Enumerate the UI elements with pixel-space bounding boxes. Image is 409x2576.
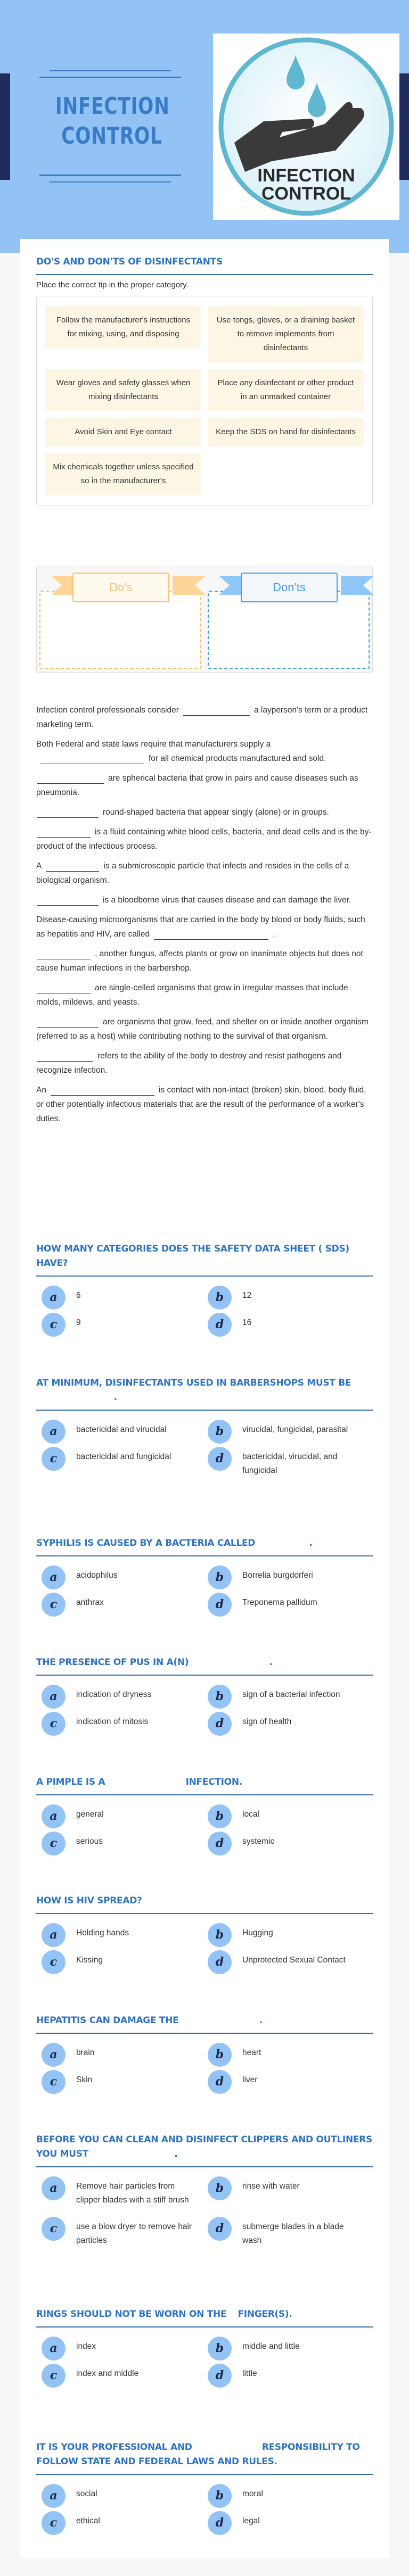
question-6 xyxy=(36,1894,373,1974)
question-heading xyxy=(36,2307,373,2322)
heading-divider xyxy=(36,1410,373,1411)
option-letter-badge[interactable]: c xyxy=(42,1832,66,1856)
fill-in-sentence xyxy=(36,703,373,732)
option-b[interactable] xyxy=(208,1804,378,1828)
option-text: Holding hands xyxy=(76,1928,129,1937)
question-text: . xyxy=(269,1657,273,1668)
question-1 xyxy=(36,1242,373,1337)
ribbon-tail-icon xyxy=(341,576,374,595)
option-text: bactericidal and virucidal xyxy=(76,1425,167,1434)
section-heading: DO'S AND DON'TS OF DISINFECTANTS xyxy=(36,256,223,267)
question-heading xyxy=(36,2440,373,2469)
option-letter-badge[interactable]: d xyxy=(208,1447,232,1471)
option-b[interactable] xyxy=(208,2484,378,2508)
option-text: serious xyxy=(76,1837,103,1846)
sentence-text: Disease-causing microorganisms that are carried in the body by blood or body fluids, such as hepatitis and HIV, are called xyxy=(36,915,365,939)
option-c[interactable] xyxy=(42,2070,208,2094)
question-4 xyxy=(36,1655,373,1736)
answer-options xyxy=(36,1923,373,1974)
option-text: rinse with water xyxy=(242,2182,300,2191)
option-letter-badge[interactable]: a xyxy=(42,2176,66,2200)
answer-blank[interactable] xyxy=(37,827,91,838)
option-letter-badge[interactable]: a xyxy=(42,2484,66,2508)
tip-card[interactable]: Follow the manufacturer's instructions for mixing, using, and disposing xyxy=(45,306,201,349)
option-text: bactericidal, virucidal, and fungicidal xyxy=(242,1452,338,1475)
option-a[interactable] xyxy=(42,2176,208,2214)
option-text: little xyxy=(242,2369,257,2378)
answer-blank[interactable] xyxy=(40,753,144,764)
option-text: heart xyxy=(242,2048,261,2057)
category-dropzones xyxy=(36,566,373,673)
option-letter-badge[interactable]: c xyxy=(42,1313,66,1337)
option-text: indication of mitosis xyxy=(76,1717,149,1726)
fill-in-sentence xyxy=(36,737,373,766)
question-7 xyxy=(36,2014,373,2094)
question-text: RESPONSIBILITY TO FOLLOW STATE AND FEDERAL LAWS AND RULES. xyxy=(36,2442,360,2467)
option-b[interactable] xyxy=(208,2043,378,2067)
question-text: SYPHILIS IS CAUSED BY A BACTERIA CALLED xyxy=(36,1538,256,1548)
option-d[interactable] xyxy=(208,1447,378,1484)
question-2 xyxy=(36,1376,373,1484)
sentence-text: . xyxy=(273,930,275,939)
answer-blank[interactable] xyxy=(37,1017,99,1028)
option-text: general xyxy=(76,1810,104,1819)
heading-divider xyxy=(36,2033,373,2034)
infection-control-logo xyxy=(213,34,399,220)
tip-card[interactable]: Avoid Skin and Eye contact xyxy=(45,418,201,446)
option-letter-badge[interactable]: d xyxy=(208,1832,232,1856)
heading-divider xyxy=(36,1794,373,1795)
option-d[interactable] xyxy=(208,2070,378,2094)
option-letter-badge[interactable]: b xyxy=(208,1286,232,1310)
tips-bank xyxy=(36,296,373,506)
option-d[interactable] xyxy=(208,2511,378,2535)
option-letter-badge[interactable]: c xyxy=(42,2217,66,2241)
option-letter-badge[interactable]: b xyxy=(208,2176,232,2200)
option-letter-badge[interactable]: c xyxy=(42,1447,66,1471)
option-c[interactable] xyxy=(42,1447,208,1484)
question-text: RINGS SHOULD NOT BE WORN ON THE xyxy=(36,2309,227,2320)
option-letter-badge[interactable]: b xyxy=(208,2337,232,2360)
question-10 xyxy=(36,2440,373,2535)
option-d[interactable] xyxy=(208,1593,378,1617)
option-a[interactable] xyxy=(42,1566,208,1589)
answer-options xyxy=(36,1685,373,1736)
title-rule xyxy=(50,181,171,183)
fill-in-sentence xyxy=(36,1049,373,1078)
answer-blank[interactable] xyxy=(46,861,99,872)
question-text: HEPATITIS CAN DAMAGE THE xyxy=(36,2015,179,2026)
title-block xyxy=(39,68,184,184)
question-heading xyxy=(36,1655,373,1670)
answer-blank[interactable] xyxy=(183,705,250,716)
option-letter-badge[interactable]: a xyxy=(42,2337,66,2360)
option-letter-badge[interactable]: d xyxy=(208,1593,232,1617)
option-text: moral xyxy=(242,2489,263,2498)
option-letter-badge[interactable]: a xyxy=(42,1566,66,1589)
option-text: index and middle xyxy=(76,2369,139,2378)
fill-in-sentence xyxy=(36,1083,373,1126)
option-b[interactable] xyxy=(208,1420,378,1444)
heading-divider xyxy=(36,1913,373,1914)
option-text: virucidal, fungicidal, parasital xyxy=(242,1425,348,1434)
question-heading xyxy=(36,2133,373,2161)
option-c[interactable] xyxy=(42,2217,208,2254)
option-letter-badge[interactable]: d xyxy=(208,2070,232,2094)
header-banner xyxy=(0,0,409,253)
sort-activity xyxy=(36,255,373,506)
logo-text: INFECTION xyxy=(257,165,355,186)
sentence-text: are spherical bacteria that grow in pairs and cause diseases such as pneumonia. xyxy=(36,774,358,797)
sentence-text: , another fungus, affects plants or grow on inanimate objects but does not cause human infections in the barbershop. xyxy=(36,949,363,973)
option-text: legal xyxy=(242,2516,260,2525)
option-text: 6 xyxy=(76,1291,81,1300)
option-b[interactable] xyxy=(208,1566,378,1589)
option-text: use a blow dryer to remove hair particles xyxy=(76,2222,192,2245)
option-letter-badge[interactable]: b xyxy=(208,1685,232,1709)
question-8 xyxy=(36,2133,373,2254)
tip-card[interactable]: Wear gloves and safety glasses when mixing disinfectants xyxy=(45,369,201,411)
donts-label: Don'ts xyxy=(241,573,338,602)
sentence-text: are organisms that grow, feed, and shelter on or inside another organism (referred to as a host) while contributing nothing to the survival of that organism. xyxy=(36,1017,369,1041)
answer-options xyxy=(36,1566,373,1617)
option-a[interactable] xyxy=(42,1420,208,1444)
option-c[interactable] xyxy=(42,1832,208,1856)
question-text: . xyxy=(259,2015,263,2026)
logo-text: CONTROL xyxy=(261,184,351,204)
title-rule xyxy=(39,175,181,176)
option-letter-badge[interactable]: b xyxy=(208,2043,232,2067)
tip-card[interactable]: Place any disinfectant or other product in an unmarked container xyxy=(208,369,364,411)
question-5 xyxy=(36,1775,373,1856)
answer-blank[interactable] xyxy=(37,773,104,784)
option-c[interactable] xyxy=(42,1950,208,1974)
option-c[interactable] xyxy=(42,1313,208,1337)
option-text: systemic xyxy=(242,1837,275,1846)
option-c[interactable] xyxy=(42,2364,208,2388)
answer-blank[interactable] xyxy=(37,1051,93,1062)
option-text: sign of a bacterial infection xyxy=(242,1690,340,1699)
sentence-text: is a bloodborne virus that causes disease and can damage the liver. xyxy=(103,896,351,905)
option-text: Unprotected Sexual Contact xyxy=(242,1956,346,1965)
option-letter-badge[interactable]: d xyxy=(208,2511,232,2535)
question-text: BEFORE YOU CAN CLEAN AND DISINFECT CLIPPERS AND OUTLINERS YOU MUST xyxy=(36,2134,372,2159)
option-letter-badge[interactable]: d xyxy=(208,1950,232,1974)
sentence-text: is a fluid containing white blood cells, bacteria, and dead cells and is the by-product of the infectious process. xyxy=(36,827,372,851)
left-accent-bar xyxy=(0,73,10,180)
option-letter-badge[interactable]: a xyxy=(42,2043,66,2067)
option-b[interactable] xyxy=(208,2176,378,2214)
option-c[interactable] xyxy=(42,2511,208,2535)
option-letter-badge[interactable]: a xyxy=(42,1923,66,1947)
sentence-text: An xyxy=(36,1086,46,1095)
question-heading xyxy=(36,2014,373,2028)
option-letter-badge[interactable]: d xyxy=(208,2217,232,2241)
tip-card[interactable]: Keep the SDS on hand for disinfectants xyxy=(208,418,364,446)
option-letter-badge[interactable]: d xyxy=(208,2364,232,2388)
right-accent-bar xyxy=(399,73,409,180)
sentence-text: is a submicroscopic particle that infects and resides in the cells of a biological organism. xyxy=(36,862,349,885)
question-heading xyxy=(36,1894,373,1908)
answer-options xyxy=(36,1286,373,1337)
fill-in-sentence xyxy=(36,981,373,1009)
option-text: Borrelia burgdorferi xyxy=(242,1571,313,1580)
sentence-text: are single-celled organisms that grow in irregular masses that include molds, mildews, and yeasts. xyxy=(36,983,348,1007)
option-d[interactable] xyxy=(208,2217,378,2254)
option-d[interactable] xyxy=(208,1832,378,1856)
question-text: . xyxy=(174,2149,178,2159)
dos-dropzone[interactable] xyxy=(39,591,201,669)
answer-options xyxy=(36,2337,373,2388)
option-a[interactable] xyxy=(42,2043,208,2067)
option-c[interactable] xyxy=(42,1712,208,1736)
option-letter-badge[interactable]: c xyxy=(42,1712,66,1736)
sentence-text: Both Federal and state laws require that manufacturers supply a xyxy=(36,740,271,749)
option-letter-badge[interactable]: c xyxy=(42,2511,66,2535)
option-text: brain xyxy=(76,2048,95,2057)
fill-in-sentence xyxy=(36,859,373,888)
sentence-text: A xyxy=(36,862,42,871)
heading-divider xyxy=(36,274,373,275)
question-text: FINGER(S). xyxy=(238,2309,292,2320)
option-text: liver xyxy=(242,2075,258,2084)
question-3 xyxy=(36,1536,373,1617)
question-text: AT MINIMUM, DISINFECTANTS USED IN BARBERSHOPS MUST BE xyxy=(36,1378,351,1388)
answer-options xyxy=(36,2484,373,2535)
option-letter-badge[interactable]: c xyxy=(42,2364,66,2388)
option-b[interactable] xyxy=(208,2337,378,2360)
sentence-text: a layperson's term or a product marketing term. xyxy=(36,706,368,729)
heading-divider xyxy=(36,1555,373,1556)
option-text: acidophilus xyxy=(76,1571,118,1580)
tip-card[interactable]: Use tongs, gloves, or a draining basket to remove implements from disinfectants xyxy=(208,306,364,362)
option-text: local xyxy=(242,1810,259,1819)
fill-in-sentence xyxy=(36,771,373,800)
answer-blank[interactable] xyxy=(37,895,99,906)
option-d[interactable] xyxy=(208,1950,378,1974)
sentence-text: round-shaped bacteria that appear singly (alone) or in groups. xyxy=(103,808,329,817)
answer-options xyxy=(36,1804,373,1856)
answer-blank[interactable] xyxy=(154,929,268,940)
option-text: 9 xyxy=(76,1318,81,1327)
option-text: anthrax xyxy=(76,1598,104,1607)
option-text: 12 xyxy=(242,1291,252,1300)
question-text: HOW MANY CATEGORIES DOES THE SAFETY DATA SHEET ( SDS) HAVE? xyxy=(36,1244,349,1269)
option-b[interactable] xyxy=(208,1923,378,1947)
option-b[interactable] xyxy=(208,1286,378,1310)
option-letter-badge[interactable]: b xyxy=(208,1804,232,1828)
fill-in-sentence xyxy=(36,947,373,975)
page-title: INFECTION CONTROL xyxy=(55,93,170,150)
option-text: social xyxy=(76,2489,97,2498)
option-letter-badge[interactable]: c xyxy=(42,1950,66,1974)
option-text: submerge blades in a blade wash xyxy=(242,2222,344,2245)
option-letter-badge[interactable]: a xyxy=(42,1286,66,1310)
question-text: A PIMPLE IS A xyxy=(36,1777,105,1787)
sentence-text: refers to the ability of the body to destroy and resist pathogens and recognize infection. xyxy=(36,1051,342,1075)
option-letter-badge[interactable]: d xyxy=(208,1712,232,1736)
option-text: middle and little xyxy=(242,2342,300,2351)
option-d[interactable] xyxy=(208,1313,378,1337)
question-text: IT IS YOUR PROFESSIONAL AND xyxy=(36,2442,192,2453)
option-text: Treponema pallidum xyxy=(242,1598,317,1607)
option-letter-badge[interactable]: a xyxy=(42,1685,66,1709)
dos-label: Do's xyxy=(72,573,169,602)
ribbon-tail-icon xyxy=(173,576,206,595)
answer-options xyxy=(36,1420,373,1484)
option-letter-badge[interactable]: a xyxy=(42,1804,66,1828)
option-letter-badge[interactable]: b xyxy=(208,1923,232,1947)
option-a[interactable] xyxy=(42,1286,208,1310)
answer-blank[interactable] xyxy=(37,949,91,959)
answer-blank[interactable] xyxy=(37,807,99,818)
option-letter-badge[interactable]: c xyxy=(42,1593,66,1617)
heading-divider xyxy=(36,2166,373,2167)
question-9 xyxy=(36,2307,373,2388)
option-d[interactable] xyxy=(208,2364,378,2388)
option-text: indication of dryness xyxy=(76,1690,152,1699)
option-letter-badge[interactable]: a xyxy=(42,1420,66,1444)
question-heading xyxy=(36,1536,373,1551)
option-letter-badge[interactable]: d xyxy=(208,1313,232,1337)
option-a[interactable] xyxy=(42,1923,208,1947)
option-text: Skin xyxy=(76,2075,93,2084)
option-text: Kissing xyxy=(76,1956,103,1965)
option-text: bactericidal and fungicidal xyxy=(76,1452,171,1461)
option-letter-badge[interactable]: b xyxy=(208,2484,232,2508)
option-text: ethical xyxy=(76,2516,100,2525)
answer-options xyxy=(36,2043,373,2094)
answer-options xyxy=(36,2176,373,2254)
heading-divider xyxy=(36,1675,373,1676)
fill-in-sentence xyxy=(36,825,373,854)
option-c[interactable] xyxy=(42,1593,208,1617)
option-text: 16 xyxy=(242,1318,252,1327)
question-heading xyxy=(36,1775,373,1790)
worksheet-card xyxy=(20,239,389,2558)
sentence-text: Infection control professionals consider xyxy=(36,706,179,715)
fill-in-sentence xyxy=(36,893,373,907)
title-rule xyxy=(50,70,171,71)
option-text: Remove hair particles from clipper blades with a stiff brush xyxy=(76,2182,189,2205)
question-text: INFECTION. xyxy=(185,1777,242,1787)
fill-in-the-blank xyxy=(36,703,373,1131)
option-letter-badge[interactable]: b xyxy=(208,1420,232,1444)
heading-divider xyxy=(36,2326,373,2327)
option-text: index xyxy=(76,2342,96,2351)
option-text: sign of health xyxy=(242,1717,292,1726)
answer-blank[interactable] xyxy=(37,983,91,993)
donts-dropzone[interactable] xyxy=(208,591,370,669)
question-heading xyxy=(36,1242,373,1271)
fill-in-sentence xyxy=(36,1015,373,1043)
option-d[interactable] xyxy=(208,1712,378,1736)
title-rule xyxy=(39,77,181,78)
sentence-text: for all chemical products manufactured and sold. xyxy=(149,754,326,763)
sentence-text: is contact with non-intact (broken) skin, blood, body fluid, or other potentially infectious materials that are the result of the performance of a worker's duties. xyxy=(36,1086,366,1123)
option-letter-badge[interactable]: b xyxy=(208,1566,232,1589)
heading-divider xyxy=(36,1275,373,1277)
question-text: HOW IS HIV SPREAD? xyxy=(36,1895,142,1906)
option-a[interactable] xyxy=(42,1804,208,1828)
option-b[interactable] xyxy=(208,1685,378,1709)
option-letter-badge[interactable]: c xyxy=(42,2070,66,2094)
question-text: . xyxy=(309,1538,313,1548)
option-a[interactable] xyxy=(42,2337,208,2360)
question-text: THE PRESENCE OF PUS IN A(N) xyxy=(36,1657,189,1668)
heading-divider xyxy=(36,2474,373,2475)
option-a[interactable] xyxy=(42,2484,208,2508)
question-heading xyxy=(36,1376,373,1405)
fill-in-sentence xyxy=(36,913,373,941)
option-a[interactable] xyxy=(42,1685,208,1709)
instruction-text: Place the correct tip in the proper category. xyxy=(36,280,189,289)
question-text: . xyxy=(113,1392,117,1403)
tip-card[interactable]: Mix chemicals together unless specified so in the manufacturer's xyxy=(45,453,201,495)
answer-blank[interactable] xyxy=(51,1085,154,1096)
option-text: Hugging xyxy=(242,1928,273,1937)
fill-in-sentence xyxy=(36,805,373,819)
